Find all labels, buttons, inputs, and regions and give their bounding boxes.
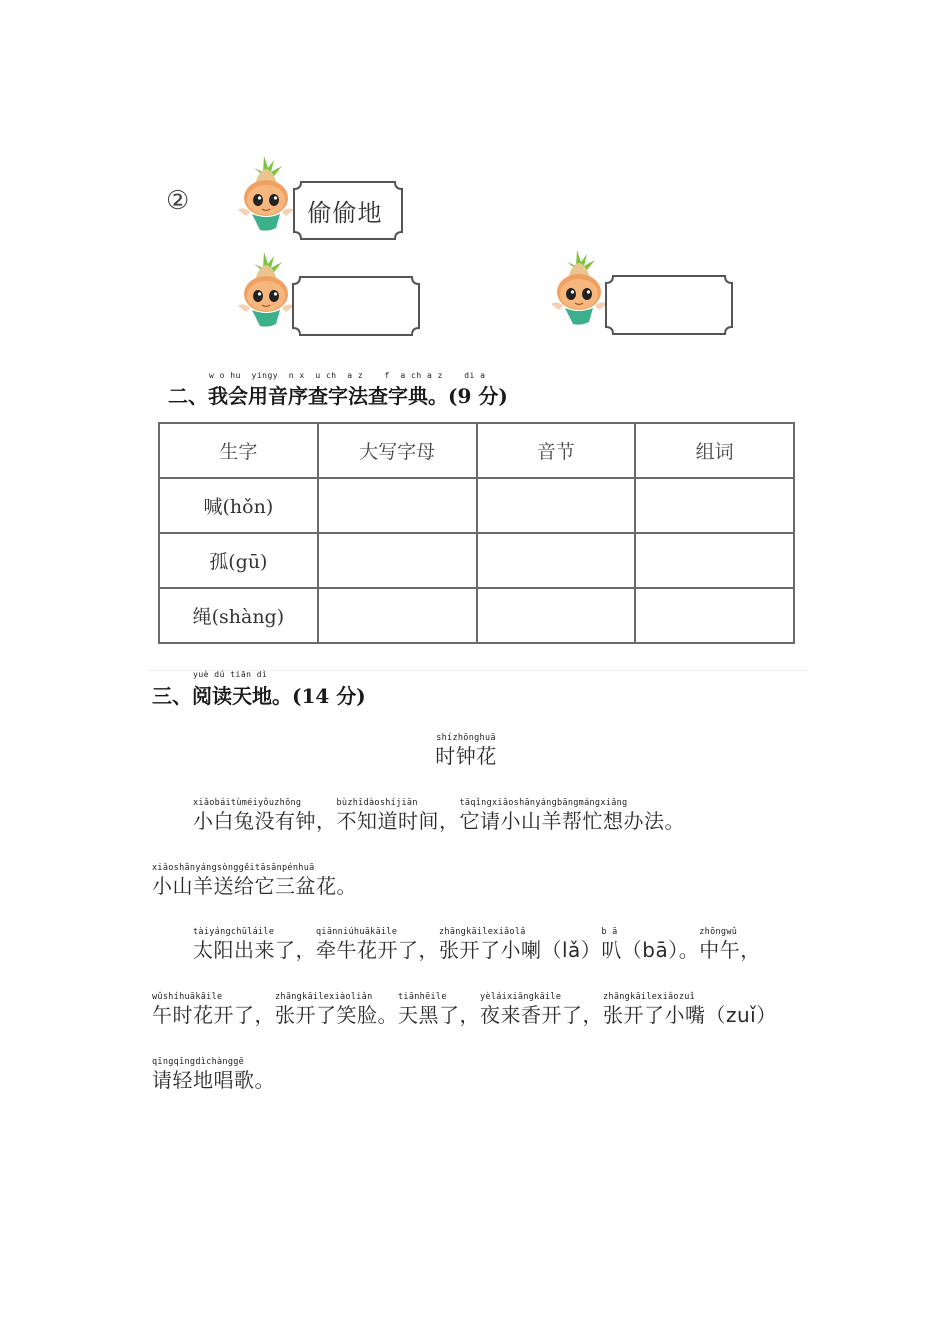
story-line xyxy=(152,1056,275,1092)
character-cell: 喊(hǒn) xyxy=(159,478,318,533)
story-line xyxy=(193,926,761,962)
pinyin: yèláixiāngkāile xyxy=(480,992,562,1002)
column-header-word: 组词 xyxy=(635,423,794,478)
character-cell: 绳(shàng) xyxy=(159,588,318,643)
section3-title: 三、阅读天地。(14 分) xyxy=(152,684,366,708)
pinyin: tàiyángchūláile xyxy=(193,927,275,937)
section3-pinyin: yuè dú tiān dì xyxy=(193,670,268,679)
answer-cell[interactable] xyxy=(318,533,477,588)
story-title-block xyxy=(416,732,516,768)
answer-cell[interactable] xyxy=(635,588,794,643)
onion-mascot-icon xyxy=(234,248,298,334)
hanzi: 张开了笑脸。 xyxy=(275,1003,398,1027)
answer-cell[interactable] xyxy=(318,588,477,643)
pinyin: xiǎoshānyángsònggěitāsānpénhuā xyxy=(152,863,315,873)
table-header-row xyxy=(159,423,794,478)
hanzi: 太阳出来了， xyxy=(193,938,316,962)
word-box-text xyxy=(605,275,733,335)
table-row xyxy=(159,588,794,643)
pinyin: b ā xyxy=(601,927,618,937)
column-header-character: 生字 xyxy=(159,423,318,478)
section2-title: 二、我会用音序查字法查字典。(9 分) xyxy=(168,384,508,408)
pinyin: wǔshíhuākāile xyxy=(152,992,223,1002)
pinyin: zhōngwǔ xyxy=(699,927,738,937)
hanzi: 不知道时间， xyxy=(336,809,460,833)
word-box-1 xyxy=(293,181,403,240)
dictionary-table xyxy=(158,422,795,644)
answer-cell[interactable] xyxy=(477,588,636,643)
word-box-3[interactable] xyxy=(605,275,733,335)
answer-cell[interactable] xyxy=(318,478,477,533)
answer-cell[interactable] xyxy=(635,478,794,533)
word-box-2[interactable] xyxy=(292,276,420,336)
hanzi: 请轻地唱歌。 xyxy=(152,1068,275,1092)
hanzi: 天黑了， xyxy=(398,1003,480,1027)
story-line xyxy=(152,991,777,1027)
hanzi: 中午， xyxy=(699,938,761,962)
hanzi: 小山羊送给它三盆花。 xyxy=(152,874,357,898)
hanzi: 张开了小喇（lǎ） xyxy=(439,938,602,962)
onion-mascot-icon xyxy=(547,246,611,332)
story-line xyxy=(193,797,685,833)
hanzi: 夜来香开了， xyxy=(480,1003,603,1027)
exercise-number: ② xyxy=(166,186,190,216)
answer-cell[interactable] xyxy=(635,533,794,588)
answer-cell[interactable] xyxy=(477,478,636,533)
pinyin: tāqǐngxiǎoshānyángbāngmángxiǎng xyxy=(459,798,628,808)
pinyin: bùzhīdàoshíjiān xyxy=(336,798,418,808)
hanzi: 它请小山羊帮忙想办法。 xyxy=(459,809,685,833)
table-row xyxy=(159,478,794,533)
hanzi: 小白兔没有钟， xyxy=(193,809,337,833)
pinyin: qīngqīngdìchànggē xyxy=(152,1057,245,1067)
story-title: 时钟花 xyxy=(435,744,497,768)
hanzi: 张开了小嘴（zuǐ） xyxy=(603,1003,777,1027)
pinyin: zhāngkāilexiàoliǎn xyxy=(275,992,373,1002)
story-line xyxy=(152,862,357,898)
pinyin: qiānniúhuākāile xyxy=(316,927,398,937)
pinyin: zhāngkāilexiǎozuǐ xyxy=(603,992,696,1002)
pinyin: xiǎobáitùméiyǒuzhōng xyxy=(193,798,302,808)
hanzi: 午时花开了， xyxy=(152,1003,275,1027)
column-header-syllable: 音节 xyxy=(477,423,636,478)
onion-mascot-icon xyxy=(234,152,298,238)
story-title-pinyin: shízhōnghuā xyxy=(436,733,496,743)
section2-pinyin: w o hu yingy n x u ch a z f a ch a z di a xyxy=(209,371,486,380)
answer-cell[interactable] xyxy=(477,533,636,588)
pinyin: tiānhēile xyxy=(398,992,447,1002)
word-box-text: 偷偷地 xyxy=(307,199,383,227)
hanzi: 牵牛花开了， xyxy=(316,938,439,962)
pinyin: zhāngkāilexiǎolǎ xyxy=(439,927,526,937)
character-cell: 孤(gū) xyxy=(159,533,318,588)
column-header-capital-letter: 大写字母 xyxy=(318,423,477,478)
hanzi: 叭（bā）。 xyxy=(601,938,700,962)
word-box-text xyxy=(292,276,420,336)
table-row xyxy=(159,533,794,588)
